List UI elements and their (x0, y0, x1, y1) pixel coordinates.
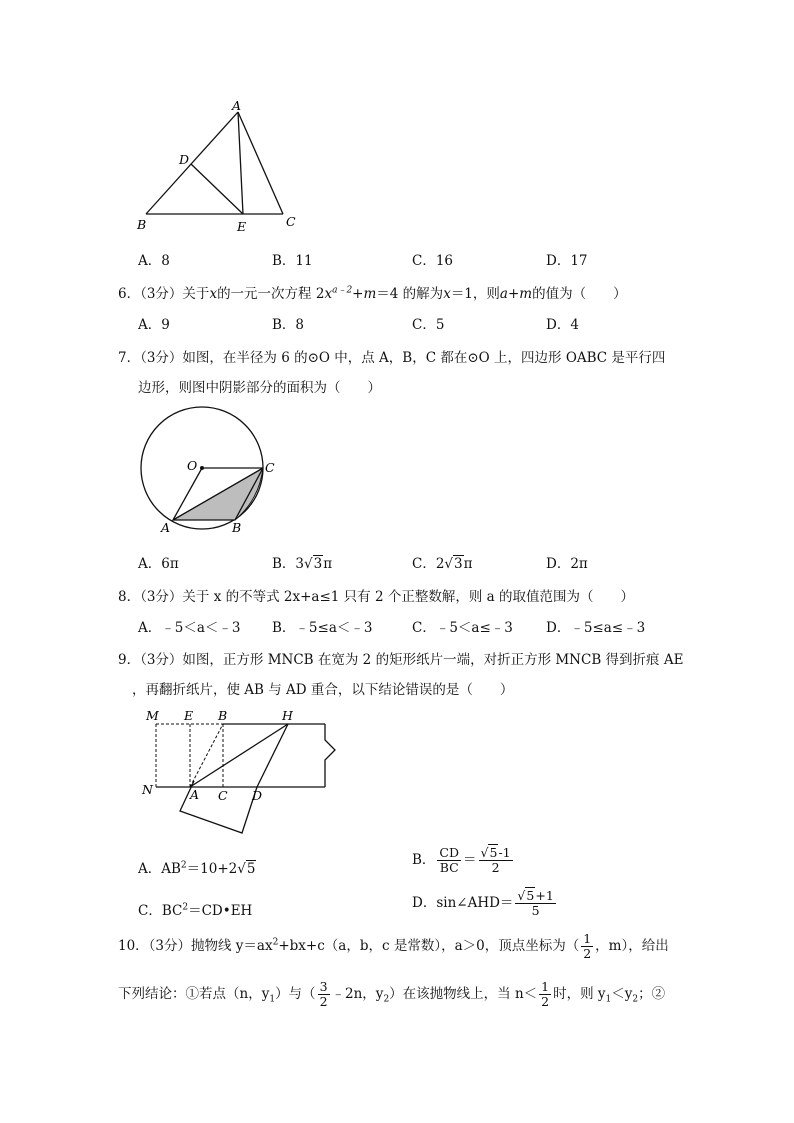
label-C: C (286, 214, 296, 229)
q6-option-c: C．5 (412, 317, 445, 333)
q9-option-b: B． $\frac{CD}{BC}$ ＝ $\frac{√5-1}{2}$ (412, 845, 511, 875)
label-B: B (137, 217, 147, 232)
label-A: A (232, 98, 242, 113)
label-O: O (187, 458, 198, 473)
q6-option-a: A．9 (138, 317, 170, 333)
label-D: D (179, 152, 190, 167)
label-B: B (218, 708, 228, 723)
label-D: D (252, 788, 263, 803)
label-M: M (146, 708, 159, 723)
q6-stem: 6．（3分）关于x的一元一次方程 $2x^{a﹣2}+m=4$ 的解为x＝1，则a+m的值为（ ） (118, 285, 627, 302)
fold-figure (138, 700, 358, 840)
q8-option-c: C．﹣5＜a≤﹣3 (412, 620, 513, 636)
q5-option-a: A．8 (138, 253, 170, 269)
q8-option-a: A．﹣5＜a＜﹣3 (138, 620, 241, 636)
label-E: E (237, 219, 247, 234)
q5-option-b: B．11 (272, 253, 313, 269)
q10-stem-line1: 10．（3分）抛物线 $y=ax^2+bx+c(a$，b，c 是常数），a＞0，顶点坐标为（ $\frac{1}{2}$ ，m），给出 (118, 931, 669, 961)
q7-stem-line2: 边形，则图中阴影部分的面积为（ ） (138, 380, 381, 396)
label-C: C (218, 788, 228, 803)
q5-option-d: D．17 (546, 253, 588, 269)
q6-option-d: D．4 (546, 317, 579, 333)
q9-option-d: D．sin∠AHD＝ $\frac{√5+1}{5}$ (412, 888, 554, 918)
q5-option-c: C．16 (412, 253, 454, 269)
q9-option-a: A．$AB^2=10+2√5$ (138, 860, 256, 877)
q9-option-c: C．$BC^2=CD•EH$ (138, 902, 253, 919)
q7-option-c: C．2√3π (412, 556, 473, 572)
label-N: N (142, 782, 153, 797)
label-C: C (265, 460, 275, 475)
q9-stem-line2: ，再翻折纸片，使 AB 与 AD 重合，以下结论错误的是（ ） (132, 682, 514, 698)
q8-stem: 8．（3分）关于 x 的不等式 2x+a≤1 只有 2 个正整数解，则 a 的取值范围为（ ） (118, 589, 634, 605)
label-E: E (184, 708, 194, 723)
q7-option-a: A．6π (138, 556, 179, 572)
label-H: H (282, 708, 293, 723)
label-B: B (232, 520, 242, 535)
q7-option-d: D．2π (546, 556, 588, 572)
label-A: A (190, 787, 200, 802)
circle-figure (135, 400, 285, 540)
q9-stem-line1: 9．（3分）如图，正方形 MNCB 在宽为 2 的矩形纸片一端，对折正方形 MNCB 得到折痕 AE (118, 652, 684, 668)
triangle-figure (130, 98, 310, 238)
q10-stem-line2: 下列结论：①若点（n，$y_1$）与（ $\frac{3}{2}$ ﹣2n，$y_2$）在该抛物线上，当 n＜ $\frac{1}{2}$ 时，则 $y_1<y_2$；② (118, 979, 666, 1009)
q7-option-b: B．3√3π (272, 556, 333, 572)
q7-stem-line1: 7．（3分）如图，在半径为 6 的⊙O 中，点 A，B，C 都在⊙O 上，四边形 OABC 是平行四 (118, 350, 666, 366)
q6-option-b: B．8 (272, 317, 305, 333)
q8-option-b: B．﹣5≤a＜﹣3 (272, 620, 373, 636)
q8-option-d: D．﹣5≤a≤﹣3 (546, 620, 646, 636)
label-A: A (161, 520, 171, 535)
